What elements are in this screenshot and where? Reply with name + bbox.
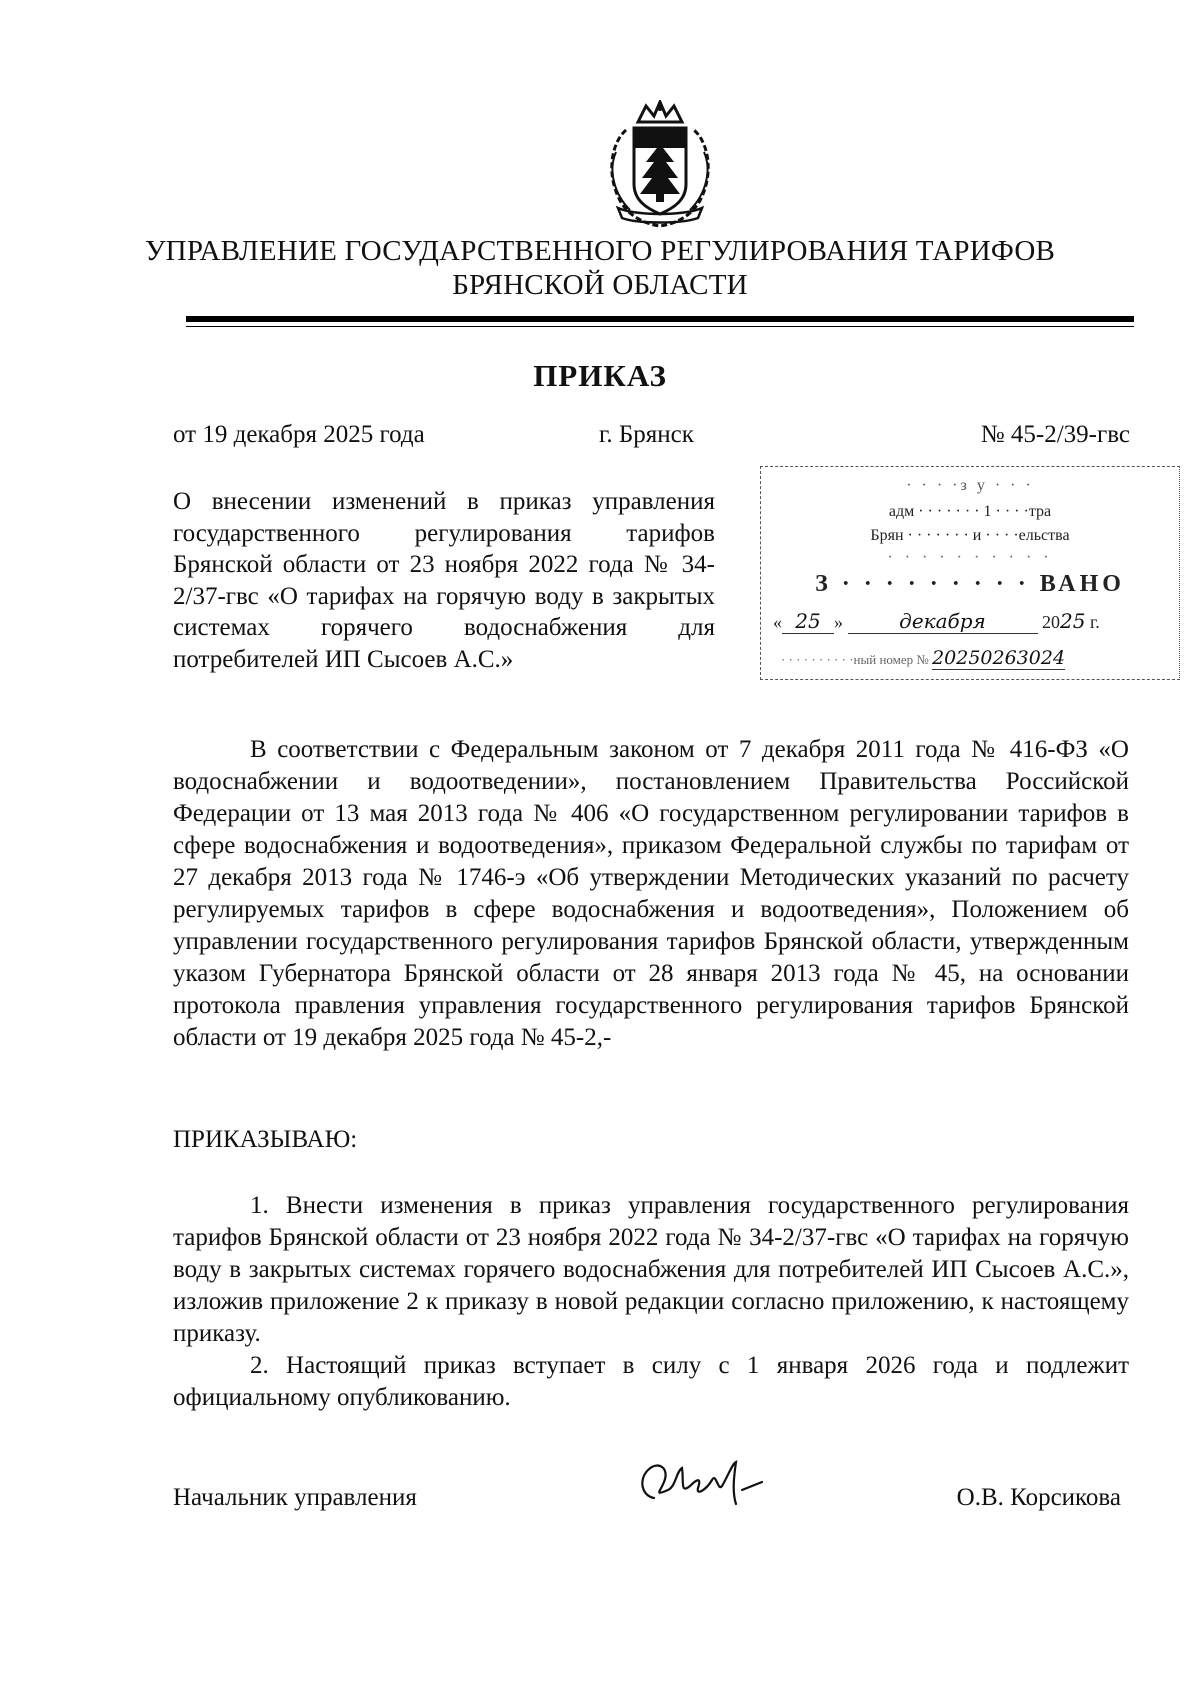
signatory-name: О.В. Корсикова bbox=[956, 1484, 1121, 1511]
stamp-date: « 25 » декабря 2025 г. bbox=[773, 609, 1100, 633]
stamp-year-suffix: г. bbox=[1089, 612, 1100, 632]
signatory-role: Начальник управления bbox=[173, 1484, 417, 1511]
stamp-status: З · · · · · · · · · ВАНО bbox=[815, 571, 1125, 597]
stamp-month: декабря bbox=[848, 609, 1038, 634]
stamp-registration bbox=[781, 647, 1065, 670]
document-city: г. Брянск bbox=[599, 421, 694, 448]
stamp-reg-number: 20250263024 bbox=[932, 647, 1066, 669]
stamp-line-1: · · · ·з у · · · bbox=[906, 477, 1034, 494]
stamp-day: 25 bbox=[782, 609, 834, 634]
order-item-1: 1. Внести изменения в приказ управления государственного регулирования тарифов Брянской области от 23 ноября 2022 года № 34-2/37-гвс «О тарифах на горячую воду в закрытых системах горячего водоснабжения для потребителей ИП Сысоев А.С.», изложив приложение 2 к приказу в новой редакции согласно приложению, к настоящему приказу. bbox=[173, 1192, 1129, 1347]
handwritten-signature bbox=[624, 1446, 784, 1526]
header-rule-thin bbox=[186, 326, 1134, 327]
agency-line-2: БРЯНСКОЙ ОБЛАСТИ bbox=[452, 269, 748, 301]
document-number: № 45-2/39-гвс bbox=[980, 421, 1130, 448]
order-word: ПРИКАЗЫВАЮ: bbox=[173, 1126, 358, 1153]
preamble: В соответствии с Федеральным законом от 7 декабря 2011 года № 416-ФЗ «О водоснабжении и водоотведении», постановлением Правительства Российской Федерации от 13 мая 2013 года № 406 «О государственном регулировании тарифов в сфере водоснабжения и водоотведения», приказом Федеральной службы по тарифам от 27 декабря 2013 года № 1746-э «Об утверждении Методических указаний по расчету регулируемых тарифов в сфере водоснабжения и водоотведения», Положением об управлении государственного регулирования тарифов Брянской области, утвержденным указом Губернатора Брянской области от 28 января 2013 года № 45, на основании протокола правления управления государственного регулирования тарифов Брянской области от 19 декабря 2025 года № 45-2,- bbox=[173, 736, 1129, 1051]
stamp-line-4: · · · · · · · · · · bbox=[887, 549, 1053, 566]
coat-of-arms-icon bbox=[596, 100, 724, 230]
agency-name bbox=[100, 234, 1100, 302]
stamp-year-prefix: 20 bbox=[1042, 612, 1060, 632]
document-title: ПРИКАЗ bbox=[533, 358, 667, 393]
order-items bbox=[173, 1190, 1129, 1414]
document-subject: О внесении изменений в приказ управления государственного регулирования тарифов Брянской области от 23 ноября 2022 года № 34-2/37-гвс «О тарифах на горячую воду в закрытых системах горячего водоснабжения для потребителей ИП Сысоев А.С.» bbox=[173, 488, 715, 673]
stamp-line-2: адм · · · · · · · 1 · · · ·тра bbox=[888, 503, 1052, 520]
agency-line-1: УПРАВЛЕНИЕ ГОСУДАРСТВЕННОГО РЕГУЛИРОВАНИЯ ТАРИФОВ bbox=[144, 235, 1056, 267]
header-rule bbox=[186, 316, 1134, 322]
stamp-line-3: Брян · · · · · · · и · · · ·ельства bbox=[870, 527, 1070, 544]
stamp-reg-label: · · · · · · · · · ·ный номер № bbox=[781, 652, 929, 667]
registration-stamp bbox=[760, 466, 1180, 680]
document-date: от 19 декабря 2025 года bbox=[173, 421, 425, 448]
order-item-2: 2. Настоящий приказ вступает в силу с 1 января 2026 года и подлежит официальному опубликованию. bbox=[173, 1352, 1129, 1411]
stamp-year: 25 bbox=[1060, 609, 1086, 633]
